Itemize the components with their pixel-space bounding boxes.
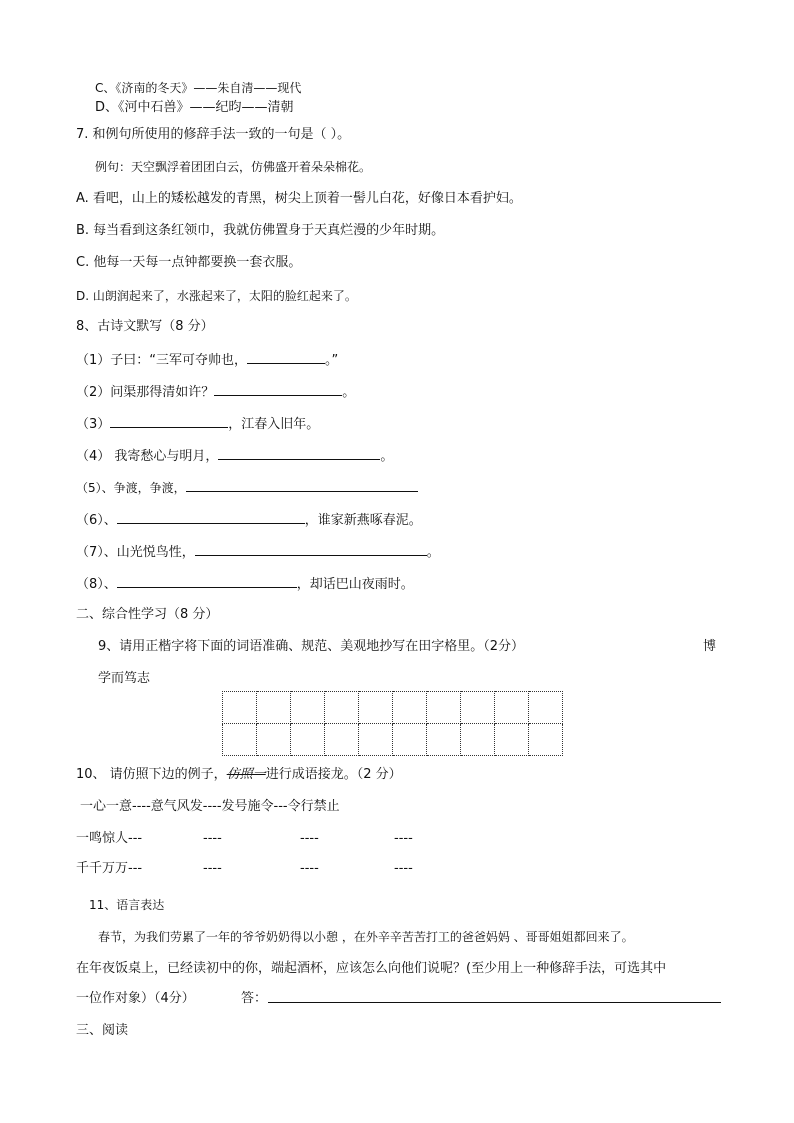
q10-stem-b: 进行成语接龙。（2 分） <box>265 767 402 782</box>
tianzige-cell[interactable] <box>529 692 563 724</box>
q10-row-1-start: 一鸣惊人--- <box>76 831 143 846</box>
q8-item-2-post: 。 <box>342 385 356 400</box>
q8-title: 8、古诗文默写（8 分） <box>76 319 214 334</box>
q6-option-c: C、《济南的冬天》——朱自清——现代 <box>95 81 302 95</box>
q8-item-2-pre: （2）问渠那得清如许？ <box>76 385 215 400</box>
tianzige-cell[interactable] <box>223 692 257 724</box>
q8-item-5-blank[interactable] <box>186 478 418 492</box>
q11-answer-label: 答： <box>241 991 268 1006</box>
tianzige-cell[interactable] <box>325 724 359 756</box>
q8-item-4-blank[interactable] <box>218 446 380 460</box>
q10-stem-a: 10、 请仿照下边的例子， <box>76 767 227 782</box>
section3-title: 三、阅读 <box>76 1023 129 1038</box>
q10-row-1-dash-3: ---- <box>394 831 413 846</box>
q10-row-2-dash-1: ---- <box>203 861 222 876</box>
tianzige-cell[interactable] <box>393 724 427 756</box>
q8-item-8-blank[interactable] <box>117 574 297 588</box>
tianzige-row <box>223 724 563 756</box>
q8-item-3-blank[interactable] <box>110 414 228 428</box>
q7-option-b: B. 每当看到这条红领巾，我就仿佛置身于天真烂漫的少年时期。 <box>76 223 445 238</box>
q8-item-8-pre: （8）、 <box>76 577 117 592</box>
q8-item-7 <box>76 542 440 562</box>
q10-stem-emphasis: 仿照一 <box>226 767 266 782</box>
tianzige-cell[interactable] <box>495 724 529 756</box>
q7-option-d: D. 山朗润起来了，水涨起来了，太阳的脸红起来了。 <box>76 289 357 303</box>
q7-stem: 7. 和例句所使用的修辞手法一致的一句是（ ）。 <box>76 127 351 142</box>
tianzige-grid <box>222 691 563 756</box>
section2-title: 二、综合性学习（8 分） <box>76 607 219 622</box>
tianzige-cell[interactable] <box>257 724 291 756</box>
q10-row-1-dash-2: ---- <box>300 831 319 846</box>
q8-item-7-pre: （7）、山光悦鸟性， <box>76 545 195 560</box>
q8-item-7-blank[interactable] <box>195 542 427 556</box>
q11-title: 11、语言表达 <box>89 898 165 912</box>
q7-option-a: A. 看吧，山上的矮松越发的青黑，树尖上顶着一髻儿白花，好像日本看护妇。 <box>76 191 522 206</box>
q10-example: 一心一意----意气风发----发号施令---令行禁止 <box>80 799 340 814</box>
q11-answer-line[interactable] <box>268 1002 721 1003</box>
q8-item-5-pre: （5）、争渡，争渡， <box>76 481 186 495</box>
q7-example: 例句：天空飘浮着团团白云，仿佛盛开着朵朵棉花。 <box>95 160 372 174</box>
tianzige-cell[interactable] <box>359 724 393 756</box>
tianzige-row <box>223 692 563 724</box>
q10-row-2-start: 千千万万--- <box>76 861 143 876</box>
tianzige-cell[interactable] <box>393 692 427 724</box>
q8-item-8-post: ，却话巴山夜雨时。 <box>296 577 414 592</box>
q8-item-2 <box>76 382 355 402</box>
q11-question-b: 一位作对象）（4分） <box>76 991 195 1006</box>
q8-item-8 <box>76 574 414 594</box>
tianzige-cell[interactable] <box>495 692 529 724</box>
q9-stem: 9、请用正楷字将下面的词语准确、规范、美观地抄写在田字格里。（2分） <box>98 639 525 654</box>
q10-stem <box>76 766 402 784</box>
q8-item-4-pre: （4） 我寄愁心与明月， <box>76 449 219 464</box>
tianzige-cell[interactable] <box>529 724 563 756</box>
q8-item-4 <box>76 446 393 466</box>
q8-item-1-blank[interactable] <box>247 350 325 364</box>
tianzige-cell[interactable] <box>291 724 325 756</box>
tianzige-cell[interactable] <box>461 724 495 756</box>
q9-char: 博 <box>703 639 717 654</box>
tianzige-cell[interactable] <box>257 692 291 724</box>
tianzige-cell[interactable] <box>461 692 495 724</box>
q8-item-1-pre: （1）子曰：“三军可夺帅也， <box>76 353 248 368</box>
q7-option-c: C. 他每一天每一点钟都要换一套衣服。 <box>76 255 302 270</box>
tianzige-cell[interactable] <box>223 724 257 756</box>
q8-item-7-post: 。 <box>426 545 440 560</box>
q8-item-6-post: ，谁家新燕啄春泥。 <box>304 513 422 528</box>
q8-item-3 <box>76 414 319 434</box>
q10-row-2-dash-3: ---- <box>394 861 413 876</box>
q6-option-d: D、《河中石兽》——纪昀——清朝 <box>95 100 294 115</box>
q8-item-4-post: 。 <box>380 449 394 464</box>
tianzige-cell[interactable] <box>325 692 359 724</box>
tianzige-cell[interactable] <box>427 692 461 724</box>
tianzige-cell[interactable] <box>359 692 393 724</box>
q8-item-6 <box>76 510 422 530</box>
q8-item-3-post: ，江春入旧年。 <box>228 417 320 432</box>
q11-question-a: 在年夜饭桌上，已经读初中的你，端起酒杯，应该怎么向他们说呢？(至少用上一种修辞手法，可选其中 <box>76 961 667 976</box>
q8-item-5 <box>76 478 418 497</box>
q8-item-6-blank[interactable] <box>117 510 305 524</box>
q8-item-1 <box>76 350 338 370</box>
q11-context: 春节，为我们劳累了一年的爷爷奶奶得以小憩 ，在外辛辛苦苦打工的爸爸妈妈 、哥哥姐姐都回来了。 <box>98 930 634 944</box>
q8-item-1-post: 。” <box>325 353 339 368</box>
q8-item-2-blank[interactable] <box>214 382 342 396</box>
q9-phrase: 学而笃志 <box>98 671 151 686</box>
q10-row-2-dash-2: ---- <box>300 861 319 876</box>
tianzige-cell[interactable] <box>427 724 461 756</box>
q8-item-6-pre: （6）、 <box>76 513 117 528</box>
q8-item-3-pre: （3） <box>76 417 111 432</box>
tianzige-cell[interactable] <box>291 692 325 724</box>
q10-row-1-dash-1: ---- <box>203 831 222 846</box>
